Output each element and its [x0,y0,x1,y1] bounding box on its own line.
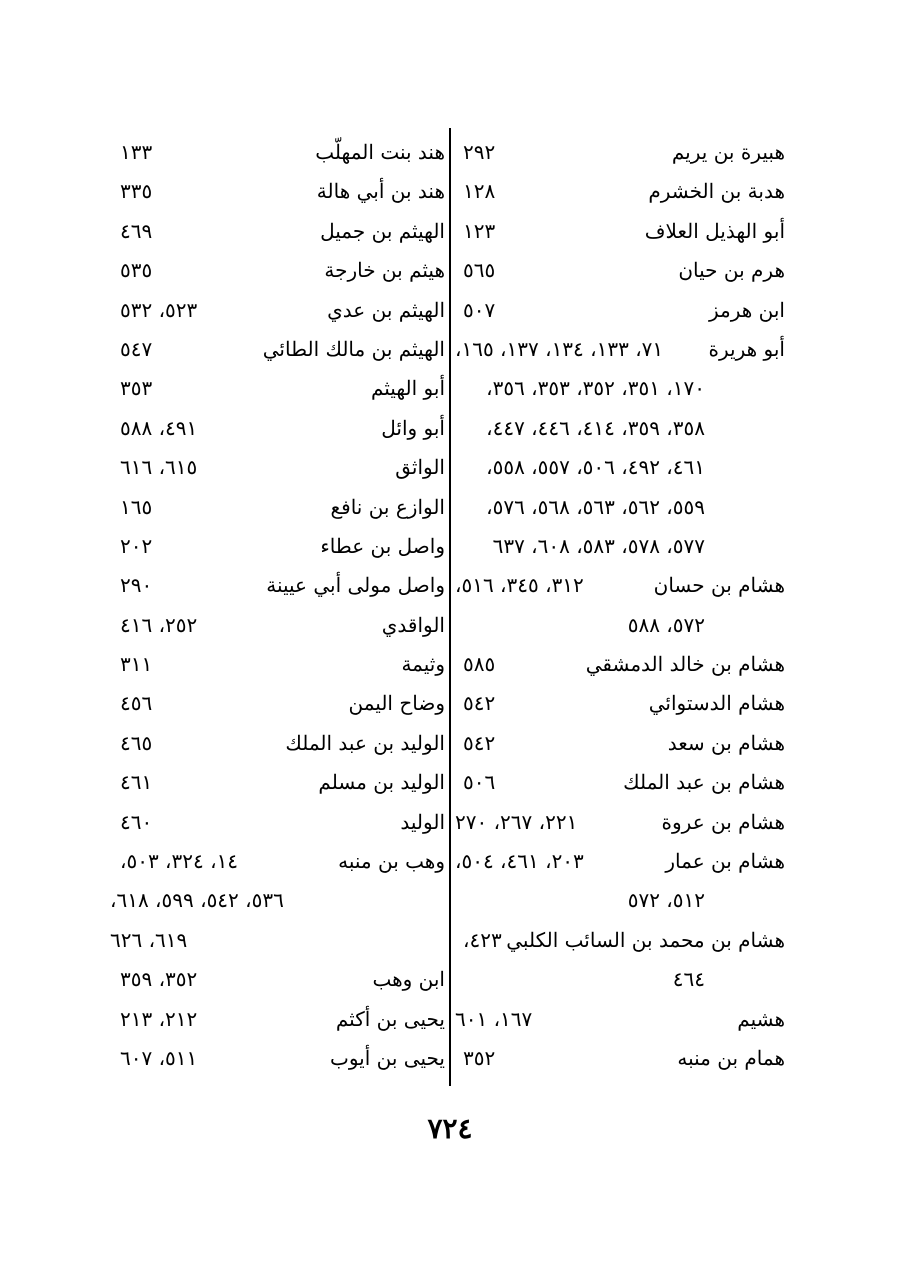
index-entry [110,251,445,290]
index-entry [455,684,785,723]
entry-name: أبو الهيثم [370,376,445,401]
entry-pages: ٤٦٤ [672,967,705,992]
entry-pages: ١٦٧، ٦٠١ [455,1006,533,1031]
entry-pages: ٦١٩، ٦٢٦ [110,927,188,952]
entry-name: هند بنت المهلّب [315,140,445,164]
entry-pages: ٣٥٨، ٣٥٩، ٤١٤، ٤٤٦، ٤٤٧، [486,415,705,440]
entry-name: هشام بن حسان [653,573,785,598]
entry-pages: ٥٥٩، ٥٦٢، ٥٦٣، ٥٦٨، ٥٧٦، [486,494,705,519]
entry-name: الوليد بن عبد الملك [285,730,445,755]
entry-pages: ٢٠٣، ٤٦١، ٥٠٤، [455,849,584,874]
index-entry [455,409,785,448]
entry-pages: ٥٤٢ [463,730,496,755]
entry-name: الهيثم بن عدي [327,297,445,322]
index-entry [455,488,785,527]
entry-pages: ٥٤٧ [120,336,153,361]
entry-pages: ٢٩٢ [463,140,496,164]
entry-name: الوليد بن مسلم [318,770,445,795]
entry-pages: ٤٩١، ٥٨٨ [120,415,198,440]
index-entry [110,1039,445,1078]
index-entry [455,645,785,684]
entry-name: هشيم [737,1006,785,1031]
entry-pages: ٤٦١، ٤٩٢، ٥٠٦، ٥٥٧، ٥٥٨، [486,455,705,480]
index-column-right [455,133,785,1078]
entry-pages: ١٦٥ [120,494,153,519]
entry-pages: ١٤، ٣٢٤، ٥٠٣، [120,849,239,874]
index-entry [455,921,785,960]
entry-pages: ٢١٢، ٢١٣ [120,1006,198,1031]
entry-pages: ٣٥٢ [463,1045,496,1070]
entry-pages: ٥١١، ٦٠٧ [120,1045,198,1070]
entry-name: الهيثم بن جميل [320,218,445,243]
index-entry [455,330,785,369]
entry-pages: ٣١١ [120,652,153,677]
index-entry [455,566,785,605]
entry-name: الوازع بن نافع [330,494,445,519]
entry-pages: ٢٢١، ٢٦٧، ٢٧٠ [455,809,578,834]
entry-name: يحيى بن أكثم [335,1006,445,1031]
index-entry [455,448,785,487]
entry-pages: ٥٢٣، ٥٣٢ [120,297,198,322]
index-entry [455,606,785,645]
index-entry [110,881,445,920]
entry-name: واصل بن عطاء [320,533,445,558]
entry-pages: ١٣٣ [120,140,153,164]
entry-name: واصل مولى أبي عيينة [266,573,445,598]
entry-pages: ٥١٢، ٥٧٢ [627,888,705,913]
index-entry [110,763,445,802]
index-entry [455,1000,785,1039]
index-entry [455,960,785,999]
entry-pages: ٣١٢، ٣٤٥، ٥١٦، [455,573,584,598]
index-entry [110,369,445,408]
entry-name: هشام بن محمد بن السائب الكلبي [506,927,785,952]
entry-name: هدبة بن الخشرم [648,179,785,204]
index-entry [455,881,785,920]
index-entry [110,448,445,487]
index-entry [110,133,445,172]
entry-pages: ٤٥٦ [120,691,153,716]
entry-name: هشام الدستوائي [648,691,785,716]
entry-name: هشام بن عروة [661,809,785,834]
entry-name: الهيثم بن مالك الطائي [262,336,445,361]
entry-name: يحيى بن أيوب [330,1045,445,1070]
entry-name: هشام بن عمار [665,849,785,874]
index-entry [455,1039,785,1078]
entry-name: أبو وائل [381,415,445,440]
entry-name: وهب بن منبه [338,849,445,874]
index-entry [110,842,445,881]
entry-pages: ٥٣٥ [120,258,153,283]
entry-pages: ٥٤٢ [463,691,496,716]
index-entry [110,921,445,960]
entry-pages: ٦١٥، ٦١٦ [120,455,198,480]
page-number: ٧٢٤ [427,1112,473,1145]
index-entry [455,803,785,842]
entry-name: وثيمة [401,652,445,677]
entry-pages: ٥٧٢، ٥٨٨ [627,612,705,637]
entry-pages: ٢٩٠ [120,573,153,598]
index-entry [455,133,785,172]
index-entry [110,684,445,723]
index-entry [110,527,445,566]
entry-pages: ٥٠٦ [463,770,496,795]
entry-name: أبو هريرة [708,336,785,361]
index-column-left [110,133,445,1078]
index-entry [110,803,445,842]
index-entry [455,212,785,251]
entry-name: الواقدي [381,612,445,637]
entry-name: هند بن أبي هالة [316,179,445,204]
entry-name: الواثق [395,455,445,480]
index-entry [110,330,445,369]
entry-pages: ٤٢٣، [463,927,502,952]
index-entry [455,369,785,408]
entry-name: ابن وهب [372,967,445,992]
entry-name: أبو الهذيل العلاف [644,218,785,243]
entry-pages: ٤٦٠ [120,809,153,834]
index-entry [455,763,785,802]
index-entry [455,251,785,290]
index-entry [110,409,445,448]
entry-pages: ٤٦٥ [120,730,153,755]
index-entry [110,724,445,763]
entry-name: همام بن منبه [677,1045,785,1070]
entry-pages: ٤٦١ [120,770,153,795]
entry-name: هرم بن حيان [678,258,785,283]
entry-pages: ٥٨٥ [463,652,496,677]
entry-name: هشام بن عبد الملك [623,770,785,795]
entry-pages: ٣٣٥ [120,179,153,204]
entry-name: هشام بن سعد [667,730,785,755]
index-entry [110,1000,445,1039]
index-entry [455,724,785,763]
entry-pages: ٥٧٧، ٥٧٨، ٥٨٣، ٦٠٨، ٦٣٧ [492,533,705,558]
entry-pages: ٥٣٦، ٥٤٢، ٥٩٩، ٦١٨، [110,888,284,913]
index-entry [455,527,785,566]
entry-pages: ٧١، ١٣٣، ١٣٤، ١٣٧، ١٦٥، [455,336,664,361]
entry-pages: ٢٥٢، ٤١٦ [120,612,198,637]
entry-pages: ٤٦٩ [120,218,153,243]
index-entry [110,291,445,330]
entry-name: وضاح اليمن [348,691,445,716]
entry-pages: ٢٠٢ [120,533,153,558]
entry-pages: ١٢٣ [463,218,496,243]
index-entry [110,488,445,527]
index-entry [455,172,785,211]
index-entry [110,960,445,999]
index-entry [110,645,445,684]
entry-pages: ١٧٠، ٣٥١، ٣٥٢، ٣٥٣، ٣٥٦، [486,376,705,401]
entry-name: ابن هرمز [708,297,785,322]
entry-pages: ٣٥٣ [120,376,153,401]
index-entry [110,172,445,211]
entry-name: الوليد [400,809,445,834]
index-entry [455,842,785,881]
index-entry [110,606,445,645]
entry-pages: ٥٠٧ [463,297,496,322]
column-divider [449,128,451,1086]
entry-name: هيثم بن خارجة [324,258,445,283]
index-entry [110,212,445,251]
index-entry [110,566,445,605]
entry-pages: ١٢٨ [463,179,496,204]
index-entry [455,291,785,330]
entry-name: هبيرة بن يريم [671,140,785,164]
entry-pages: ٣٥٢، ٣٥٩ [120,967,198,992]
entry-pages: ٥٦٥ [463,258,496,283]
entry-name: هشام بن خالد الدمشقي [585,652,785,677]
